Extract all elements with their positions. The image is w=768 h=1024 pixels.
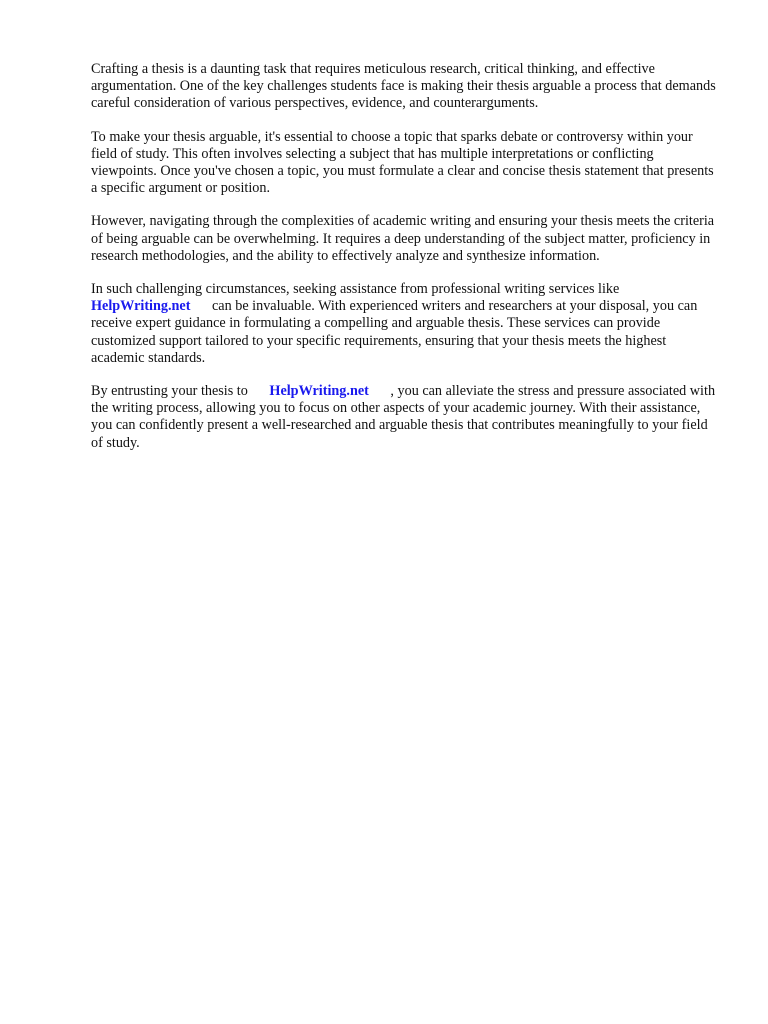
paragraph-4-text-after: can be invaluable. With experienced writers and researchers at your disposal, you can receive expert guidance in formulating a compelling and arguable thesis. These services can provide customized support tailored to your specific requirements, ensuring that your thesis meets the highest academic standards. bbox=[91, 298, 698, 366]
helpwriting-link-1[interactable]: HelpWriting.net bbox=[91, 298, 191, 315]
helpwriting-link-2[interactable]: HelpWriting.net bbox=[269, 383, 369, 400]
paragraph-3: However, navigating through the complexities of academic writing and ensuring your thesis meets the criteria of being arguable can be overwhelming. It requires a deep understanding of the subject matter, proficiency in research methodologies, and the ability to effectively analyze and synthesize information. bbox=[91, 213, 715, 264]
paragraph-5 bbox=[91, 383, 721, 452]
paragraph-4-text-before: In such challenging circumstances, seeking assistance from professional writing services like bbox=[91, 281, 620, 298]
paragraph-5-text-after: , you can alleviate the stress and pressure associated with the writing process, allowing you to focus on other aspects of your academic journey. With their assistance, you can confidently present a well-researched and arguable thesis that contributes meaningfully to your field of study. bbox=[91, 383, 716, 451]
paragraph-1: Crafting a thesis is a daunting task that requires meticulous research, critical thinking, and effective argumentation. One of the key challenges students face is making their thesis arguable a process that demands careful consideration of various perspectives, evidence, and counterarguments. bbox=[91, 61, 716, 112]
document-body bbox=[91, 61, 721, 468]
paragraph-2: To make your thesis arguable, it's essential to choose a topic that sparks debate or controversy within your field of study. This often involves selecting a subject that has multiple interpretations or conflicting viewpoints. Once you've chosen a topic, you must formulate a clear and concise thesis statement that presents a specific argument or position. bbox=[91, 128, 714, 197]
paragraph-4 bbox=[91, 281, 721, 367]
paragraph-5-text-before: By entrusting your thesis to bbox=[91, 383, 248, 400]
